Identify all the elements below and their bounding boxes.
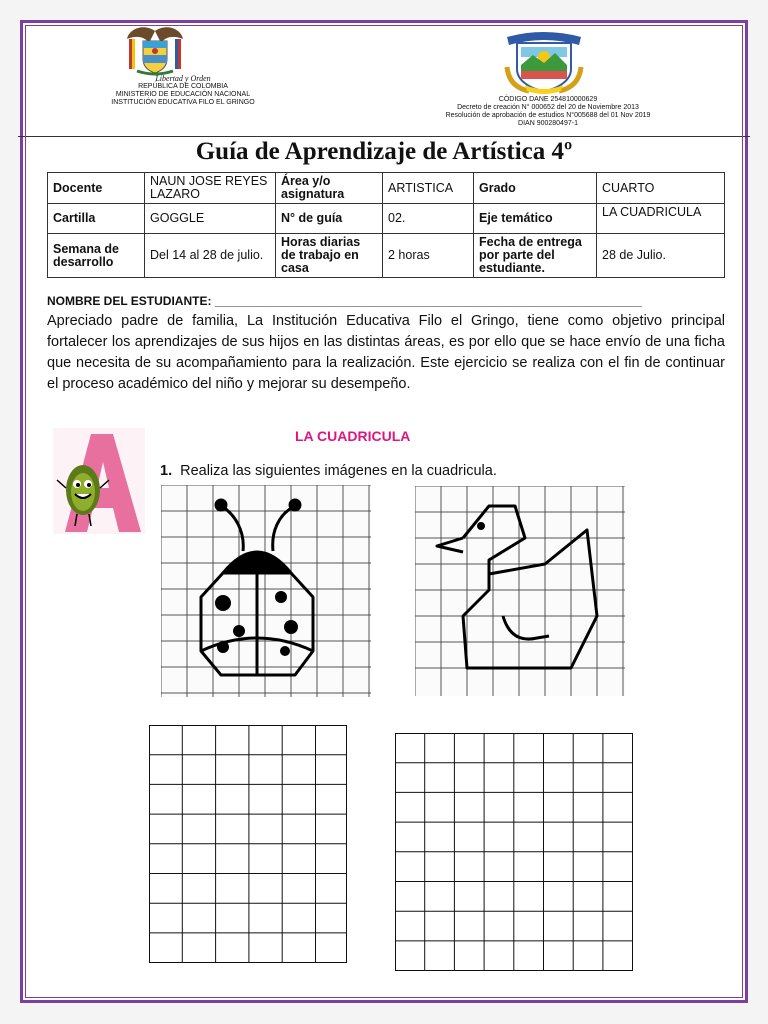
value-grado: CUARTO: [597, 173, 725, 204]
header-right-line: Resolución de aprobación de estudios N°005688 del 01 Nov 2019: [445, 112, 651, 119]
instruction-number: 1.: [160, 463, 173, 479]
label-guia: N° de guía: [276, 204, 383, 234]
label-grado: Grado: [474, 173, 597, 204]
letter-a-avocado-icon: [53, 428, 145, 534]
empty-grid-left: [149, 725, 349, 965]
value-semana: Del 14 al 28 de julio.: [145, 234, 276, 278]
page-title: Guía de Aprendizaje de Artística 4º: [195, 138, 573, 165]
header-right-line: Decreto de creación N° 000652 del 20 de Noviembre 2013: [457, 104, 639, 111]
label-cartilla: Cartilla: [48, 204, 145, 234]
motto: Libertad y Orden: [155, 74, 211, 83]
guide-page: [20, 20, 748, 1003]
value-docente: NAUN JOSE REYES LAZARO: [145, 173, 276, 204]
student-name-line: NOMBRE DEL ESTUDIANTE: ________________________________________________________________: [47, 294, 642, 308]
ladybug-drawing: [161, 485, 371, 697]
value-area: ARTISTICA: [383, 173, 474, 204]
header-right-line: DIAN 900280497-1: [518, 120, 578, 127]
header-divider: [18, 136, 750, 137]
instruction: [160, 463, 497, 479]
value-horas: 2 horas: [383, 234, 474, 278]
header-right-line: CÓDIGO DANE 254810000629: [498, 96, 598, 103]
header-left-line: REPÚBLICA DE COLOMBIA: [138, 83, 228, 90]
table-row: [48, 173, 725, 204]
instruction-text: Realiza las siguientes imágenes en la cuadricula.: [180, 463, 497, 479]
colombia-coat-of-arms-icon: [123, 25, 187, 77]
label-semana: Semana de desarrollo: [48, 234, 145, 278]
header-left-line: MINISTERIO DE EDUCACIÓN NACIONAL: [115, 91, 251, 98]
table-row: [48, 204, 725, 234]
header-left: [83, 75, 283, 107]
label-eje: Eje temático: [474, 204, 597, 234]
duck-drawing: [415, 486, 625, 696]
table-row: [48, 234, 725, 278]
label-docente: Docente: [48, 173, 145, 204]
label-fecha: Fecha de entrega por parte del estudiante.: [474, 234, 597, 278]
label-horas: Horas diarias de trabajo en casa: [276, 234, 383, 278]
label-area: Área y/o asignatura: [276, 173, 383, 204]
empty-grid-right: [395, 733, 635, 973]
school-seal-icon: [499, 27, 589, 95]
header-right: [423, 96, 673, 128]
value-guia: 02.: [383, 204, 474, 234]
section-title: LA CUADRICULA: [295, 428, 411, 444]
value-eje: LA CUADRICULA: [597, 204, 725, 234]
intro-paragraph: Apreciado padre de familia, La Institución Educativa Filo el Gringo, tiene como objetivo principal fortalecer los aprendizajes de sus hijos en las distintas áreas, es por ello que se hace envío de una ficha que necesita de su acompañamiento para la realización. Este ejercicio se realiza con el fin de continuar el proceso académico del niño y mejorar su desempeño.: [47, 313, 725, 392]
header-left-line: INSTITUCIÓN EDUCATIVA FILO EL GRINGO: [111, 99, 255, 106]
info-table: [47, 172, 725, 278]
value-fecha: 28 de Julio.: [597, 234, 725, 278]
value-cartilla: GOGGLE: [145, 204, 276, 234]
